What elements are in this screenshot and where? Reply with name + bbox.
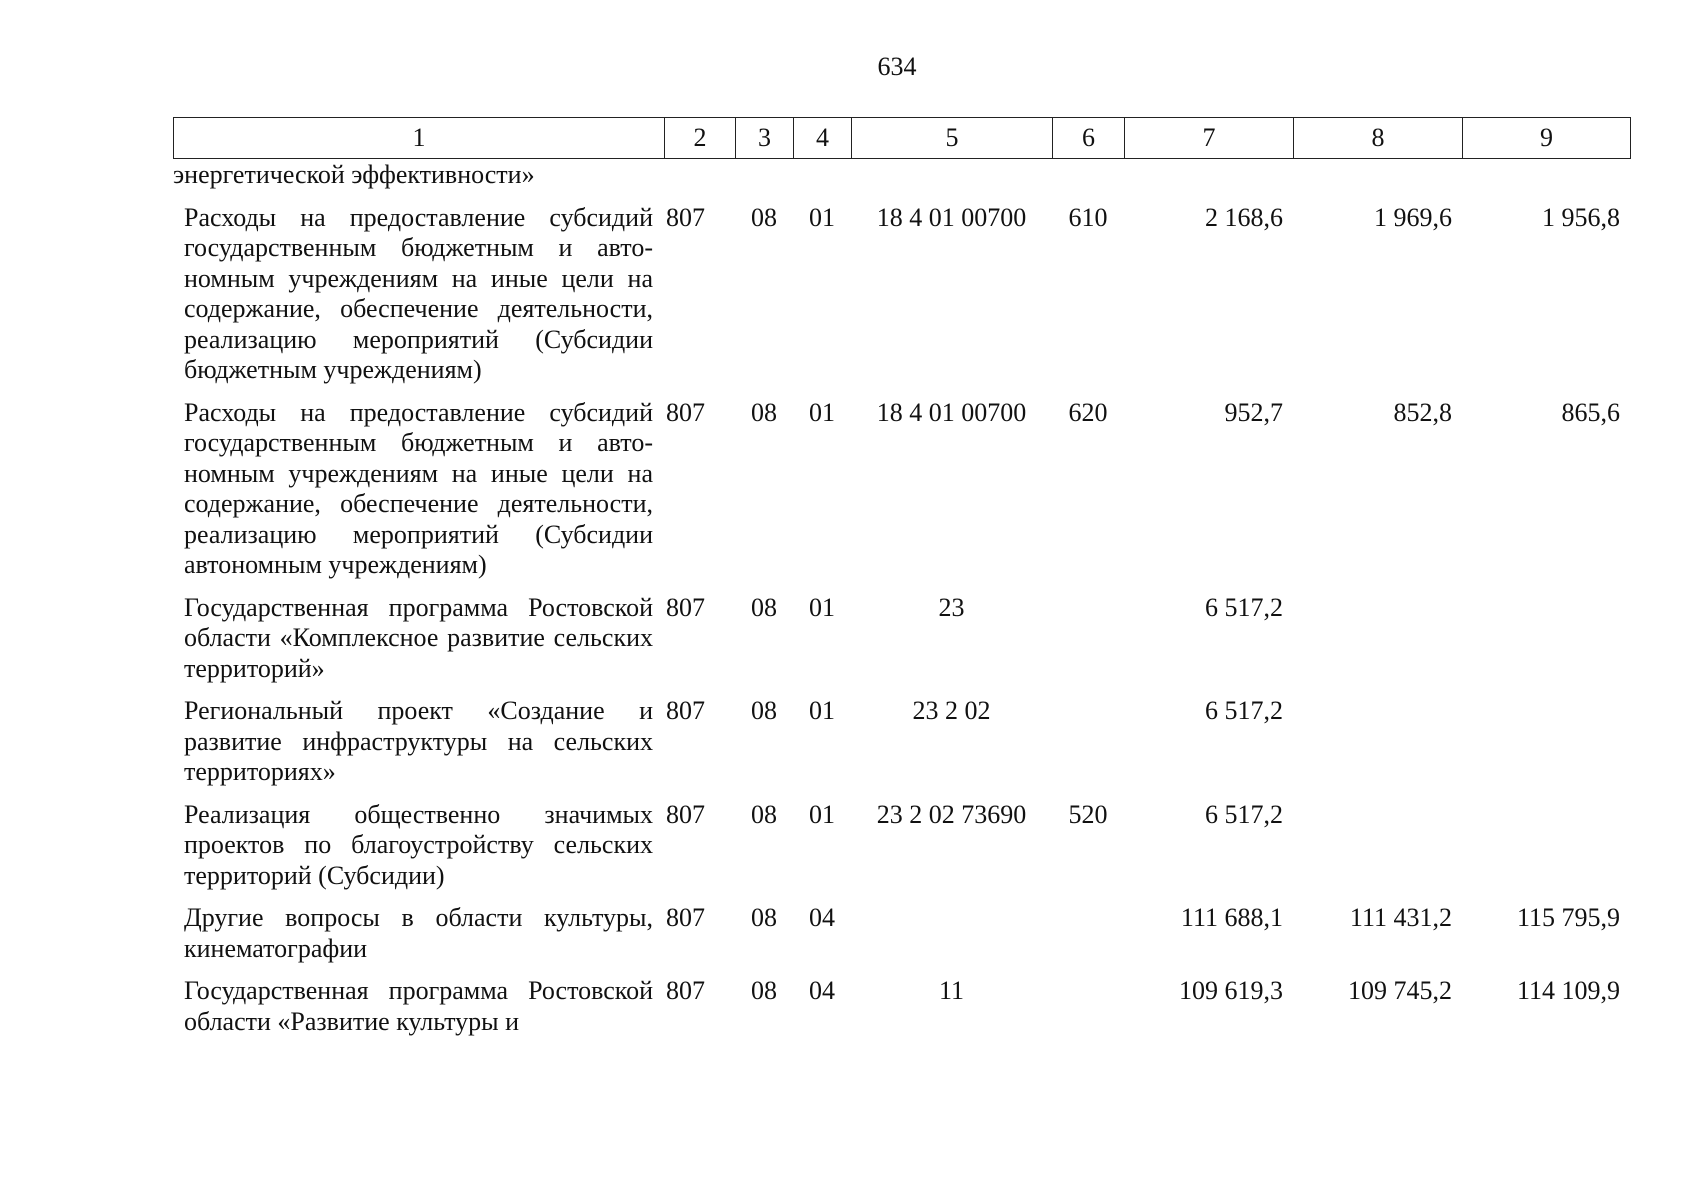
cell-col-2: 807 — [666, 397, 705, 427]
continuation-text: энергетической эффективности» — [173, 160, 535, 189]
cell-col-7: 6 517,2 — [1205, 799, 1283, 829]
header-col-6: 6 — [1053, 118, 1125, 159]
cell-col-3: 08 — [751, 592, 777, 622]
cell-col-2: 807 — [666, 976, 705, 1005]
cell-col-5: 18 4 01 00700 — [876, 202, 1027, 232]
cell-col-6: 520 — [1068, 799, 1108, 829]
header-col-5: 5 — [852, 118, 1053, 159]
row-description: Расходы на предоставление субсидий государственным бюджетным и автономным учреждениям на иные цели на содержание, обеспечение деятельности, реализацию мероприятий (Субсидии автономным учреждениям) — [184, 397, 653, 579]
header-col-4: 4 — [794, 118, 852, 159]
cell-col-4: 04 — [809, 976, 835, 1005]
cell-col-8: 109 745,2 — [1348, 976, 1452, 1005]
cell-col-8: 852,8 — [1393, 397, 1452, 427]
cell-col-2: 807 — [666, 903, 705, 932]
cell-col-9: 865,6 — [1561, 397, 1620, 427]
cell-col-9 — [1462, 788, 1630, 892]
table-row — [173, 386, 1630, 581]
cell-col-9 — [1462, 581, 1630, 685]
cell-col-5: 23 — [938, 592, 965, 622]
row-description: Другие вопросы в области культуры, кинематографии — [184, 903, 653, 963]
cell-col-8 — [1293, 684, 1462, 788]
cell-col-4: 04 — [809, 903, 835, 932]
header-col-8: 8 — [1294, 118, 1463, 159]
cell-col-4: 01 — [809, 592, 835, 622]
cell-col-4: 01 — [809, 202, 835, 232]
cell-col-2: 807 — [666, 202, 705, 232]
cell-col-8 — [1293, 581, 1462, 685]
cell-col-2: 807 — [666, 592, 705, 622]
cell-col-5 — [851, 891, 1052, 964]
cell-col-4: 01 — [809, 696, 835, 725]
header-col-1: 1 — [174, 118, 665, 159]
cell-col-6 — [1052, 684, 1124, 788]
cell-col-8 — [1293, 788, 1462, 892]
row-description: Государственная программа Ростовской области «Комплексное развитие сельских территорий» — [184, 592, 653, 683]
row-description: Государственная программа Ростовской области «Развитие культуры и — [184, 976, 653, 1036]
row-description: Расходы на предоставление субсидий государственным бюджетным и автономным учреждениям на иные цели на содержание, обеспечение деятельности, реализацию мероприятий (Субсидии бюджетным учреждениям) — [184, 202, 653, 384]
cell-col-6: 610 — [1068, 202, 1108, 232]
header-col-2: 2 — [665, 118, 736, 159]
table-row — [173, 964, 1630, 1037]
cell-col-2: 807 — [666, 696, 705, 725]
cell-col-5: 18 4 01 00700 — [876, 397, 1027, 427]
table-row — [173, 891, 1630, 964]
table-row — [173, 191, 1630, 386]
table-header — [173, 117, 1631, 159]
header-col-3: 3 — [736, 118, 794, 159]
cell-col-5: 11 — [938, 976, 965, 1005]
table-row — [173, 788, 1630, 892]
cell-col-9 — [1462, 684, 1630, 788]
cell-col-3: 08 — [751, 397, 777, 427]
cell-col-7: 6 517,2 — [1205, 592, 1283, 622]
header-col-9: 9 — [1463, 118, 1631, 159]
cell-col-3: 08 — [751, 903, 777, 932]
cell-col-5: 23 2 02 — [912, 696, 991, 725]
continuation-row — [173, 160, 1630, 191]
cell-col-3: 08 — [751, 976, 777, 1005]
cell-col-6 — [1052, 964, 1124, 1037]
cell-col-9: 115 795,9 — [1516, 903, 1620, 932]
cell-col-8: 111 431,2 — [1349, 903, 1452, 932]
cell-col-6 — [1052, 891, 1124, 964]
header-col-7: 7 — [1125, 118, 1294, 159]
cell-col-4: 01 — [809, 799, 835, 829]
table-row — [173, 684, 1630, 788]
table-row — [173, 581, 1630, 685]
cell-col-9: 1 956,8 — [1542, 202, 1620, 232]
cell-col-4: 01 — [809, 397, 835, 427]
cell-col-3: 08 — [751, 696, 777, 725]
row-description: Реализация общественно значимых проектов по благоустройству сельских территорий (Субсидии) — [184, 799, 653, 890]
row-description: Региональный проект «Создание и развитие инфраструктуры на сельских территориях» — [184, 696, 653, 786]
cell-col-7: 6 517,2 — [1205, 696, 1283, 725]
cell-col-7: 2 168,6 — [1205, 202, 1283, 232]
page-number: 634 — [877, 52, 917, 81]
cell-col-3: 08 — [751, 202, 777, 232]
cell-col-2: 807 — [666, 799, 705, 829]
cell-col-7: 952,7 — [1224, 397, 1283, 427]
cell-col-8: 1 969,6 — [1374, 202, 1452, 232]
cell-col-7: 111 688,1 — [1180, 903, 1283, 932]
cell-col-5: 23 2 02 73690 — [876, 799, 1027, 829]
cell-col-6 — [1052, 581, 1124, 685]
cell-col-6: 620 — [1068, 397, 1108, 427]
cell-col-7: 109 619,3 — [1179, 976, 1283, 1005]
cell-col-3: 08 — [751, 799, 777, 829]
budget-table — [173, 160, 1630, 1037]
cell-col-9: 114 109,9 — [1516, 976, 1620, 1005]
